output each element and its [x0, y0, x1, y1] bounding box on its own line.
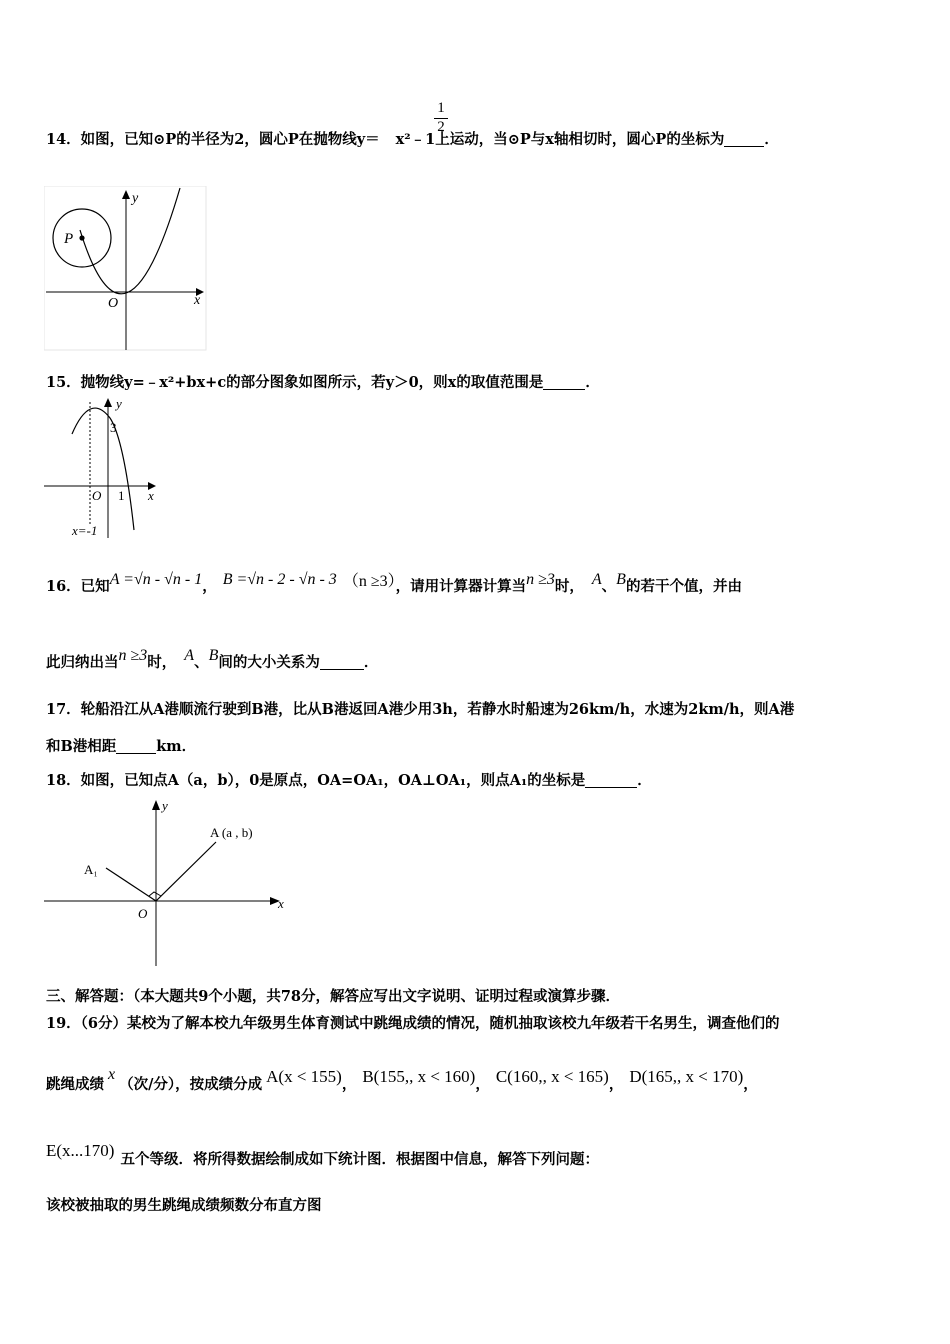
q16-end: ． [363, 654, 379, 671]
q18-lead: 18．如图，已知点A（a，b），0是原点，OA=OA₁，OA⊥OA₁，则点A₁的坐标是 [46, 772, 586, 789]
q14-label-o: O [108, 296, 119, 311]
question-15-text [46, 371, 600, 392]
q16-sep: 、 [601, 578, 617, 595]
question-16-line-2 [46, 647, 379, 672]
q16-text-2: ，请用计算器计算当 [395, 578, 527, 595]
q14-label-x: x [194, 293, 201, 308]
q14-parabola [80, 188, 180, 294]
question-17-line-1 [46, 698, 794, 719]
q14-end: ． [764, 131, 779, 148]
question-19-line-3 [46, 1141, 599, 1169]
q16-var-a: A [591, 571, 602, 588]
question-19-line-1 [46, 1012, 780, 1033]
q14-answer-blank[interactable] [724, 132, 764, 147]
q19-comma-1: ， [341, 1076, 357, 1093]
q19-text-3: （次/分），按成绩分成 [119, 1076, 263, 1093]
q18-y-arrow [152, 800, 160, 810]
q16-condition: （n ≥3） [342, 573, 396, 590]
q19-text-4: 五个等级．将所得数据绘制成如下统计图．根据图中信息，解答下列问题： [120, 1151, 599, 1168]
q15-label-y: y [116, 396, 122, 411]
q19-group-c: C(160,, x < 165) [495, 1067, 609, 1086]
q16-sep-2: 、 [194, 654, 209, 671]
q18-label-a: A (a , b) [210, 825, 253, 840]
q17-text-1: 17．轮船沿江从A港顺流行驶到B港，比从B港返回A港少用3h，若静水时船速为26km/h，水速为2km/h，则A港 [46, 701, 795, 718]
q18-right-angle-mark [149, 892, 161, 896]
q16-text-7: 间的大小关系为 [218, 654, 320, 671]
q14-lead: 14．如图，已知⊙P的半径为2，圆心P在抛物线y＝ [46, 131, 380, 148]
q17-answer-blank[interactable] [116, 739, 156, 754]
q16-text-4: 的若干个值，并由 [625, 578, 742, 595]
q18-segment-oa [156, 842, 216, 901]
q15-label-xm1: x=-1 [72, 523, 98, 538]
q14-figure-border [44, 186, 206, 350]
q14-y-arrow [122, 190, 130, 199]
q18-label-a1: A₁ [84, 862, 98, 877]
q16-condition-3: n ≥3 [118, 647, 148, 664]
q16-expr-a: A =√n - √n - 1 [109, 571, 203, 588]
q18-end: ． [637, 772, 652, 789]
q15-answer-blank[interactable] [543, 375, 585, 390]
q14-center-point [79, 235, 84, 240]
q14-label-y: y [132, 191, 139, 206]
q18-figure [44, 792, 296, 968]
q19-comma-4: ， [743, 1076, 758, 1093]
q15-label-x: x [148, 488, 154, 503]
q19-text-1: 19．（6分）某校为了解本校九年级男生体育测试中跳绳成绩的情况，随机抽取该校九年级若干名男生，调查他们的 [46, 1015, 780, 1032]
q15-y-arrow [104, 398, 112, 407]
q17-text-2: 和B港相距 [46, 738, 117, 755]
fraction-numerator: 1 [437, 100, 445, 116]
q18-label-y: y [162, 798, 168, 813]
q16-lead: 16．已知 [46, 578, 110, 595]
q15-parabola [72, 408, 134, 530]
q18-segment-oa1 [106, 868, 156, 901]
fraction-denominator: 2 [434, 118, 448, 136]
question-16-line-1 [46, 573, 742, 596]
q14-label-p: P [64, 231, 74, 247]
q15-label-1: 1 [118, 488, 125, 503]
q15-label-3: 3 [110, 420, 117, 435]
q14-figure [44, 186, 210, 352]
histogram-caption-text: 该校被抽取的男生跳绳成绩频数分布直方图 [46, 1197, 322, 1214]
q17-text-3: km． [156, 738, 197, 755]
q19-group-d: D(165,, x < 170) [629, 1067, 744, 1086]
q19-comma-3: ， [608, 1076, 624, 1093]
q16-var-b: B [616, 571, 626, 588]
q16-text-3: 时， [554, 578, 584, 595]
q15-lead: 15．抛物线y=﹣x²+bx+c的部分图象如图所示，若y＞0，则x的取值范围是 [46, 374, 544, 391]
q16-var-a-2: A [184, 647, 195, 664]
q16-answer-blank[interactable] [320, 655, 364, 670]
q16-text-6: 时， [147, 654, 177, 671]
q19-comma-2: ， [475, 1076, 490, 1093]
q16-var-b-2: B [208, 647, 219, 664]
q19-var-x: x [108, 1066, 116, 1083]
q19-group-b: B(155,, x < 160) [362, 1067, 476, 1086]
q15-label-o: O [92, 488, 102, 503]
q15-end: ． [585, 374, 600, 391]
section-3-heading [46, 985, 620, 1006]
q19-group-a: A(x < 155) [266, 1067, 342, 1086]
q18-label-o: O [138, 906, 148, 921]
q16-condition-2: n ≥3 [526, 571, 555, 588]
q19-text-2: 跳绳成绩 [46, 1076, 104, 1093]
q18-answer-blank[interactable] [585, 773, 637, 788]
question-14-text [46, 128, 779, 149]
q16-comma: ， [202, 578, 217, 595]
question-19-line-2 [46, 1066, 758, 1094]
q16-text-5: 此归纳出当 [46, 654, 119, 671]
section-3-text: 三、解答题：（本大题共9个小题，共78分，解答应写出文字说明、证明过程或演算步骤． [46, 988, 621, 1005]
question-17-line-2 [46, 735, 196, 756]
question-18-text [46, 769, 652, 790]
q15-figure [44, 394, 160, 540]
q18-label-x: x [278, 896, 284, 911]
histogram-caption [46, 1194, 322, 1215]
q19-group-e: E(x...170) [46, 1141, 115, 1160]
q14-tail: x²﹣1上运动，当⊙P与x轴相切时，圆心P的坐标为 [395, 131, 725, 148]
q16-expr-b: B =√n - 2 - √n - 3 [222, 571, 337, 588]
